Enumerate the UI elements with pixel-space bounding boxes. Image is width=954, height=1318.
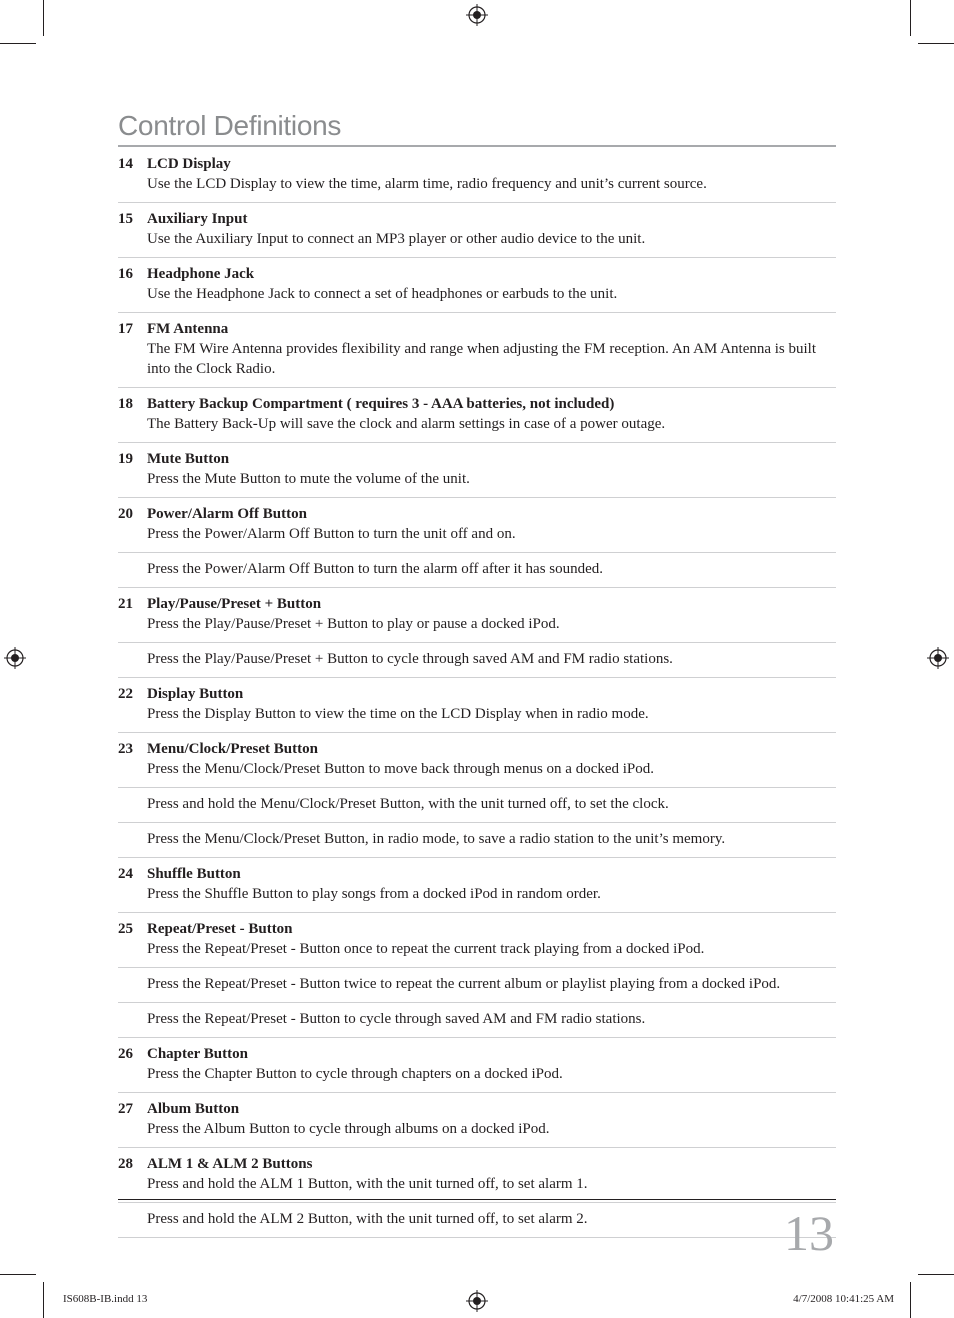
definition-description: Press the Repeat/Preset - Button twice to repeat the current album or playlist playing from a docked iPod. <box>147 976 781 992</box>
definition-number: 18 <box>118 396 133 412</box>
crop-mark <box>43 0 44 36</box>
definition-item <box>118 678 836 733</box>
definition-number: 26 <box>118 1046 133 1062</box>
definition-heading: Shuffle Button <box>147 866 241 882</box>
definition-description: Press and hold the Menu/Clock/Preset Button, with the unit turned off, to set the clock. <box>147 796 669 812</box>
crop-mark <box>0 43 36 44</box>
date-slug: 4/7/2008 10:41:25 AM <box>793 1293 894 1305</box>
definition-number <box>118 559 147 579</box>
definition-description: Press the Play/Pause/Preset + Button to play or pause a docked iPod. <box>147 616 560 632</box>
definition-number: 25 <box>118 921 133 937</box>
definition-body <box>147 974 836 994</box>
definition-body <box>147 1099 836 1139</box>
title-divider <box>118 145 836 147</box>
definition-body <box>147 739 836 779</box>
definition-number: 24 <box>118 866 133 882</box>
definition-heading: LCD Display <box>147 156 231 172</box>
definition-description: Press the Menu/Clock/Preset Button to move back through menus on a docked iPod. <box>147 761 655 777</box>
definition-number <box>118 974 147 994</box>
definition-item <box>118 148 836 203</box>
definition-heading: Power/Alarm Off Button <box>147 506 307 522</box>
definition-description: Press the Album Button to cycle through albums on a docked iPod. <box>147 1121 550 1137</box>
page-number: 13 <box>784 1205 834 1261</box>
definition-number: 20 <box>118 506 133 522</box>
definition-body <box>147 829 836 849</box>
definition-number: 21 <box>118 596 133 612</box>
definition-item <box>118 313 836 388</box>
definition-number: 14 <box>118 156 133 172</box>
definition-body <box>147 154 836 194</box>
registration-mark-icon <box>466 1290 488 1312</box>
definition-body <box>147 794 836 814</box>
registration-mark-icon <box>927 647 949 669</box>
definition-item <box>118 1003 836 1038</box>
definition-description: Press and hold the ALM 2 Button, with the unit turned off, to set alarm 2. <box>147 1211 588 1227</box>
registration-mark-icon <box>4 647 26 669</box>
definition-body <box>147 1154 836 1194</box>
definition-description: Press the Display Button to view the time on the LCD Display when in radio mode. <box>147 706 649 722</box>
definition-body <box>147 594 836 634</box>
definition-description: Use the LCD Display to view the time, alarm time, radio frequency and unit’s current source. <box>147 176 707 192</box>
definition-item <box>118 913 836 968</box>
definition-heading: Chapter Button <box>147 1046 248 1062</box>
definition-number <box>118 794 147 814</box>
definition-heading: FM Antenna <box>147 321 229 337</box>
definition-body <box>147 1209 836 1229</box>
definition-description: Press the Power/Alarm Off Button to turn the unit off and on. <box>147 526 516 542</box>
definition-body <box>147 1009 836 1029</box>
definition-body <box>147 684 836 724</box>
definition-body <box>147 1044 836 1084</box>
definition-item <box>118 1148 836 1203</box>
definition-item <box>118 643 836 678</box>
definition-number <box>118 829 147 849</box>
definition-number: 22 <box>118 686 133 702</box>
definition-number: 27 <box>118 1101 133 1117</box>
definition-description: Press the Chapter Button to cycle through chapters on a docked iPod. <box>147 1066 563 1082</box>
definition-description: Press and hold the ALM 1 Button, with the unit turned off, to set alarm 1. <box>147 1176 588 1192</box>
crop-mark <box>0 1274 36 1275</box>
definition-body <box>147 864 836 904</box>
definition-description: Press the Repeat/Preset - Button to cycle through saved AM and FM radio stations. <box>147 1011 646 1027</box>
definition-item <box>118 733 836 788</box>
definition-body <box>147 504 836 544</box>
crop-mark <box>918 1274 954 1275</box>
definition-number: 19 <box>118 451 133 467</box>
definition-heading: Display Button <box>147 686 244 702</box>
definition-item <box>118 498 836 553</box>
definition-body <box>147 209 836 249</box>
definition-heading: Repeat/Preset - Button <box>147 921 293 937</box>
definition-number <box>118 1209 147 1229</box>
crop-mark <box>43 1282 44 1318</box>
definition-item <box>118 1038 836 1093</box>
definition-item <box>118 788 836 823</box>
definition-description: Use the Headphone Jack to connect a set of headphones or earbuds to the unit. <box>147 286 618 302</box>
definition-item <box>118 443 836 498</box>
definitions-list <box>118 148 836 1238</box>
definition-body <box>147 394 836 434</box>
definition-item <box>118 203 836 258</box>
definition-body <box>147 264 836 304</box>
definition-heading: Menu/Clock/Preset Button <box>147 741 318 757</box>
definition-item <box>118 258 836 313</box>
definition-item <box>118 858 836 913</box>
definition-description: Press the Play/Pause/Preset + Button to cycle through saved AM and FM radio stations. <box>147 651 673 667</box>
crop-mark <box>918 43 954 44</box>
definition-body <box>147 649 836 669</box>
definition-item <box>118 968 836 1003</box>
definition-heading: Headphone Jack <box>147 266 255 282</box>
definition-description: Press the Mute Button to mute the volume of the unit. <box>147 471 470 487</box>
definition-heading: Album Button <box>147 1101 240 1117</box>
crop-mark <box>910 1282 911 1318</box>
definition-description: Press the Menu/Clock/Preset Button, in radio mode, to save a radio station to the unit’s memory. <box>147 831 726 847</box>
definition-body <box>147 919 836 959</box>
definition-number: 15 <box>118 211 133 227</box>
definition-item <box>118 1203 836 1238</box>
definition-heading: Play/Pause/Preset + Button <box>147 596 322 612</box>
definition-number <box>118 649 147 669</box>
definition-item <box>118 553 836 588</box>
definition-body <box>147 449 836 489</box>
definition-description: Press the Shuffle Button to play songs from a docked iPod in random order. <box>147 886 601 902</box>
definition-description: Press the Repeat/Preset - Button once to repeat the current track playing from a docked iPod. <box>147 941 705 957</box>
registration-mark-icon <box>466 4 488 26</box>
definition-item <box>118 823 836 858</box>
definition-heading: Mute Button <box>147 451 230 467</box>
definition-heading: ALM 1 & ALM 2 Buttons <box>147 1156 313 1172</box>
footer-divider <box>118 1199 836 1200</box>
definition-description: The FM Wire Antenna provides flexibility and range when adjusting the FM reception. An AM Antenna is built into the Clock Radio. <box>147 341 817 377</box>
page-title: Control Definitions <box>118 110 342 141</box>
definition-number: 28 <box>118 1156 133 1172</box>
definition-item <box>118 1093 836 1148</box>
definition-number: 17 <box>118 321 133 337</box>
definition-item <box>118 588 836 643</box>
definition-body <box>147 319 836 379</box>
definition-number: 23 <box>118 741 133 757</box>
definition-description: The Battery Back-Up will save the clock and alarm settings in case of a power outage. <box>147 416 666 432</box>
definition-number: 16 <box>118 266 133 282</box>
definition-body <box>147 559 836 579</box>
definition-number <box>118 1009 147 1029</box>
crop-mark <box>910 0 911 36</box>
definition-item <box>118 388 836 443</box>
definition-heading: Battery Backup Compartment ( requires 3 - AAA batteries, not included) <box>147 396 615 412</box>
definition-heading: Auxiliary Input <box>147 211 248 227</box>
definition-description: Press the Power/Alarm Off Button to turn the alarm off after it has sounded. <box>147 561 604 577</box>
file-slug: IS608B-IB.indd 13 <box>63 1293 148 1305</box>
definition-description: Use the Auxiliary Input to connect an MP3 player or other audio device to the unit. <box>147 231 646 247</box>
